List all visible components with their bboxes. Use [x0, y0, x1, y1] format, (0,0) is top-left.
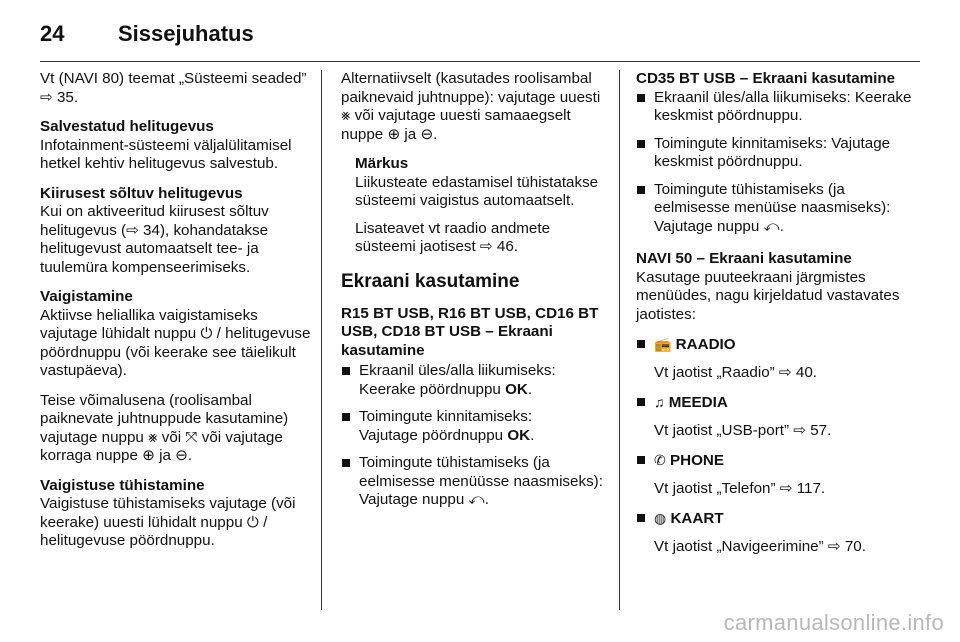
menu-ref: Vt jaotist „Telefon” ⇨ 117.	[654, 479, 826, 497]
mute-alt-text: Teise võimalusena (roolisambal paiknevate juhtnuppude kasutamine) vajutage nuppu ⨳ või ⤧ või vajutage korraga nuppe ⊕ ja ⊖.	[40, 391, 289, 464]
unmute-heading: Vaigistuse tühistamine	[40, 476, 205, 494]
menu-item-media: ♫ MEEDIA	[636, 393, 920, 413]
cd35-heading: CD35 BT USB – Ekraani kasutamine	[636, 70, 896, 87]
list-item: Toimingute kinnitamiseks: Vajutage pöördnuppu OK.	[341, 408, 613, 445]
watermark: carmanualsonline.info	[723, 610, 944, 635]
radio-icon: 📻	[654, 336, 672, 352]
section-title: Ekraani kasutamine	[341, 270, 520, 292]
intro-text: Vt (NAVI 80) teemat „Süsteemi seaded” ⇨ 35.	[40, 70, 307, 106]
list-item: Toimingute kinnitamiseks: Vajutage keskmist pöördnuppu.	[636, 135, 920, 172]
music-note-icon: ♫	[654, 394, 665, 410]
mute-heading: Vaigistamine	[40, 288, 133, 305]
list-item: Toimingute tühistamiseks (ja eelmisesse menüüsse naasmiseks): Vajutage nuppu ⤺.	[341, 454, 613, 510]
phone-icon: ✆	[654, 452, 666, 468]
menu-item-map: ◍ KAART	[636, 509, 920, 529]
header-rule	[40, 61, 920, 62]
list-item: Ekraanil üles/alla liikumiseks: Keerake pöördnuppu OK.	[341, 362, 613, 399]
saved-volume-text: Infotainment-süsteemi väljalülitamisel hetkel kehtiv helitugevus salvestub.	[40, 136, 292, 172]
note-box	[341, 155, 613, 257]
page-number: 24	[40, 21, 65, 46]
unmute-text: Vaigistuse tühistamiseks vajutage (või keerake) uuesti lühidalt nuppu ⏻ / helitugevuse pöördnuppu.	[40, 495, 296, 549]
column-1	[40, 70, 312, 562]
column-3	[636, 70, 920, 567]
column-2	[341, 70, 613, 519]
list-item: Ekraanil üles/alla liikumiseks: Keerake keskmist pöördnuppu.	[636, 89, 920, 126]
note-text-1: Liikusteate edastamisel tühistatakse süsteemi vaigistus automaatselt.	[355, 173, 599, 209]
menu-item-phone: ✆ PHONE	[636, 451, 920, 471]
menu-ref: Vt jaotist „Navigeerimine” ⇨ 70.	[654, 537, 866, 555]
globe-icon: ◍	[654, 510, 667, 526]
r15-heading: R15 BT USB, R16 BT USB, CD16 BT USB, CD18 BT USB – Ekraani kasutamine	[341, 304, 599, 359]
navi50-heading: NAVI 50 – Ekraani kasutamine	[636, 250, 852, 267]
page-title: Sissejuhatus	[118, 21, 254, 46]
page-header	[40, 16, 254, 52]
speed-volume-text: Kui on aktiveeritud kiirusest sõltuv helitugevus (⇨ 34), kohandatakse helitugevust automaatselt tee- ja tuulemüra kompenseerimiseks.	[40, 203, 269, 276]
navi50-text: Kasutage puuteekraani järgmistes menüüdes, nagu kirjeldatud vastavates jaotistes:	[636, 268, 900, 323]
list-item: Toimingute tühistamiseks (ja eelmisesse menüüse naasmiseks): Vajutage nuppu ⤺.	[636, 181, 920, 237]
saved-volume-heading: Salvestatud helitugevus	[40, 118, 214, 135]
menu-ref: Vt jaotist „USB-port” ⇨ 57.	[654, 421, 832, 439]
column-divider-1	[321, 70, 322, 610]
note-heading: Märkus	[355, 155, 409, 172]
menu-item-radio: 📻 RAADIO	[636, 335, 920, 355]
speed-volume-heading: Kiirusest sõltuv helitugevus	[40, 184, 243, 202]
note-text-2: Lisateavet vt raadio andmete süsteemi jaotisest ⇨ 46.	[355, 219, 551, 255]
alt-text: Alternatiivselt (kasutades roolisambal paiknevaid juhtnuppe): vajutage uuesti ⨳ või vajutage uuesti samaaegselt nuppe ⊕ ja ⊖.	[341, 70, 601, 143]
mute-text: Aktiivse heliallika vaigistamiseks vajutage lühidalt nuppu ⏻ / helitugevuse pöördnuppu (või keerake see täielikult vastupäeva).	[40, 306, 311, 379]
menu-ref: Vt jaotist „Raadio” ⇨ 40.	[654, 363, 817, 381]
column-divider-2	[619, 70, 620, 610]
